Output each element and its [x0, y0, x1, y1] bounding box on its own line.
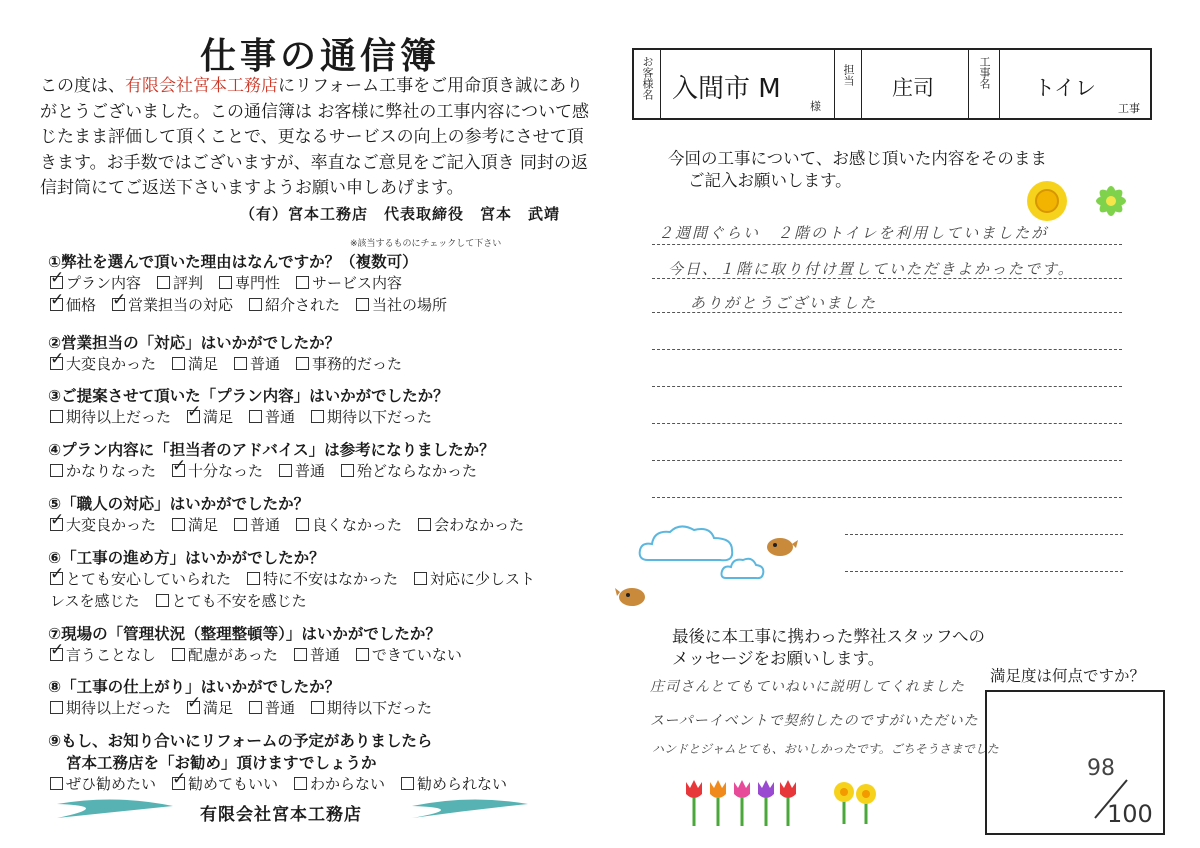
- customer-name: 入間市 M: [672, 74, 781, 104]
- comment-rule: [652, 386, 1122, 387]
- question-9-options: [50, 773, 523, 794]
- question-1-options: [50, 272, 418, 293]
- option-label: とても安心していられた: [66, 570, 232, 588]
- customer-label: お客様名: [641, 56, 654, 100]
- option-2-1-1[interactable]: [50, 353, 156, 374]
- checked-checkbox-icon[interactable]: [50, 648, 63, 661]
- staff-label-cell: [834, 50, 862, 118]
- checkbox-icon[interactable]: [50, 777, 63, 790]
- work-label: 工事名: [978, 56, 991, 89]
- option-4-1-1[interactable]: [50, 460, 156, 481]
- small-cloud-icon: [718, 552, 768, 584]
- question-7-options: [50, 644, 478, 665]
- option-1-2-2[interactable]: [112, 294, 233, 315]
- checkbox-icon[interactable]: [172, 518, 185, 531]
- option-2-1-4[interactable]: [296, 353, 402, 374]
- checkbox-icon[interactable]: [356, 298, 369, 311]
- brush-stroke-left: [55, 796, 175, 824]
- question-4-options: [50, 460, 493, 481]
- comment-rule: [652, 349, 1122, 350]
- comment-rule: [652, 460, 1122, 461]
- bird-icon: [764, 532, 800, 560]
- checkbox-icon[interactable]: [156, 594, 169, 607]
- option-9-1-4[interactable]: [401, 773, 507, 794]
- option-label: 満足: [188, 516, 219, 534]
- option-7-1-1[interactable]: [50, 644, 156, 665]
- option-label: 勧められない: [417, 775, 508, 793]
- checkbox-icon[interactable]: [294, 648, 307, 661]
- option-label: 普通: [309, 646, 340, 664]
- score-prompt: 満足度は何点ですか？: [990, 667, 1146, 685]
- checkbox-icon[interactable]: [219, 276, 232, 289]
- checkbox-icon[interactable]: [249, 701, 262, 714]
- option-label: 満足: [203, 699, 234, 717]
- question-4-text: ④プラン内容に「担当者のアドバイス」は参考になりましたか？: [48, 441, 495, 459]
- comment-rule: [845, 571, 1123, 572]
- checkbox-icon[interactable]: [50, 410, 63, 423]
- option-label: 良くなかった: [312, 516, 403, 534]
- score-box: [985, 690, 1165, 835]
- checked-checkbox-icon[interactable]: [50, 298, 63, 311]
- comment-rule: [652, 497, 1122, 498]
- option-5-1-4[interactable]: [296, 514, 402, 535]
- option-label: 勧めてもいい: [188, 775, 279, 793]
- checkbox-icon[interactable]: [296, 357, 309, 370]
- customer-label-cell: [634, 50, 661, 118]
- yellow-flowers-icon: [830, 778, 882, 826]
- option-label: 期待以下だった: [327, 408, 433, 426]
- checked-checkbox-icon[interactable]: [50, 572, 63, 585]
- sunflower-icon: [1020, 178, 1078, 226]
- bird-icon: [614, 582, 650, 610]
- checkbox-icon[interactable]: [172, 357, 185, 370]
- score-value: 98: [1087, 756, 1115, 781]
- option-label: 大変良かった: [66, 516, 157, 534]
- checkbox-icon[interactable]: [247, 572, 260, 585]
- option-label: 普通: [250, 516, 281, 534]
- checked-checkbox-icon[interactable]: [187, 410, 200, 423]
- option-4-1-2[interactable]: [172, 460, 263, 481]
- message-prompt-line-1: 最後に本工事に携わった弊社スタッフへの: [672, 627, 986, 646]
- comment-prompt-line-1: 今回の工事について、お感じ頂いた内容をそのまま: [668, 149, 1047, 168]
- option-3-1-1[interactable]: [50, 406, 171, 427]
- checked-checkbox-icon[interactable]: [50, 518, 63, 531]
- question-6-text: ⑥「工事の進め方」はいかがでしたか？: [48, 549, 325, 567]
- option-label: 紹介された: [265, 296, 341, 314]
- work-name: トイレ: [1034, 76, 1096, 100]
- option-1-1-2[interactable]: [157, 272, 203, 293]
- option-8-1-3[interactable]: [249, 697, 295, 718]
- question-6-options: [50, 568, 551, 589]
- checkbox-icon[interactable]: [418, 518, 431, 531]
- checkbox-icon[interactable]: [414, 572, 427, 585]
- question-5-text: ⑤「職人の対応」はいかがでしたか？: [48, 495, 310, 513]
- option-8-1-1[interactable]: [50, 697, 171, 718]
- checkbox-icon[interactable]: [234, 518, 247, 531]
- checked-checkbox-icon[interactable]: [172, 777, 185, 790]
- option-label: 事務的だった: [312, 355, 403, 373]
- checkbox-icon[interactable]: [249, 410, 262, 423]
- option-5-1-3[interactable]: [234, 514, 280, 535]
- checkbox-icon[interactable]: [296, 276, 309, 289]
- tulips-icon: [682, 776, 802, 828]
- option-7-1-2[interactable]: [172, 644, 278, 665]
- option-1-1-3[interactable]: [219, 272, 280, 293]
- message-line-1: 庄司さんとてもていねいに説明してくれました: [650, 679, 965, 695]
- question-6-options: [50, 590, 323, 611]
- option-label: 当社の場所: [372, 296, 448, 314]
- signature: （有）宮本工務店 代表取締役 宮本 武靖: [240, 205, 561, 223]
- checked-checkbox-icon[interactable]: [187, 701, 200, 714]
- score-max: 100: [1107, 800, 1153, 828]
- comment-rule: [845, 534, 1123, 535]
- footer-company: 有限会社宮本工務店: [200, 805, 362, 825]
- checked-checkbox-icon[interactable]: [50, 357, 63, 370]
- check-note: ※該当するものにチェックして下さい: [350, 239, 502, 249]
- message-line-3: ハンドとジャムとても、おいしかったです。ごちそうさまでした: [652, 742, 999, 756]
- intro-pre: この度は、: [40, 76, 125, 96]
- checkbox-icon[interactable]: [50, 701, 63, 714]
- message-line-2: スーパーイベントで契約したのですがいただいた: [650, 713, 979, 729]
- option-1-2-3[interactable]: [249, 294, 340, 315]
- option-label: ぜひ勧めたい: [66, 775, 157, 793]
- option-8-1-2[interactable]: [187, 697, 233, 718]
- option-6-2-1: [50, 590, 140, 611]
- option-label: 評判: [173, 274, 204, 292]
- option-label: 言うことなし: [66, 646, 157, 664]
- question-9-text: ⑨もし、お知り合いにリフォームの予定がありましたら: [48, 732, 433, 750]
- intro-post: にリフォーム工事をご用命頂き誠にありがとうございました。この通信簿は お客様に弊社の工事内容について感じたまま評価して頂くことで、更なるサービスの向上の参考にさせて頂きます。お手数ではございますが、率直なご意見をご記入頂き 同封の返信封筒にてご返送下さいますようお願い申しあげます。: [40, 76, 590, 198]
- green-flower-icon: [1086, 180, 1136, 222]
- option-6-1-1[interactable]: [50, 568, 231, 589]
- option-label: 満足: [188, 355, 219, 373]
- option-label: 特に不安はなかった: [263, 570, 399, 588]
- option-1-1-4[interactable]: [296, 272, 402, 293]
- option-label: 普通: [295, 462, 326, 480]
- option-6-2-2[interactable]: [156, 590, 307, 611]
- option-4-1-3[interactable]: [279, 460, 325, 481]
- option-label: 十分なった: [188, 462, 264, 480]
- option-label: プラン内容: [66, 274, 142, 292]
- question-3-text: ③ご提案させて頂いた「プラン内容」はいかがでしたか？: [48, 387, 449, 405]
- option-5-1-2[interactable]: [172, 514, 218, 535]
- checkbox-icon[interactable]: [50, 464, 63, 477]
- option-7-1-4[interactable]: [356, 644, 462, 665]
- option-label: とても不安を感じた: [171, 592, 307, 610]
- option-5-1-5[interactable]: [418, 514, 524, 535]
- option-8-1-4[interactable]: [311, 697, 432, 718]
- checkbox-icon[interactable]: [249, 298, 262, 311]
- comment-prompt-line-2: ご記入お願いします。: [688, 171, 852, 190]
- option-6-1-2[interactable]: [247, 568, 398, 589]
- option-9-1-2[interactable]: [172, 773, 278, 794]
- option-1-2-1[interactable]: [50, 294, 96, 315]
- comment-line-3: ありがとうございました: [690, 294, 878, 312]
- option-label: できていない: [371, 646, 462, 664]
- option-label: サービス内容: [312, 274, 403, 292]
- option-label: 殆どならなかった: [357, 462, 478, 480]
- checkbox-icon[interactable]: [341, 464, 354, 477]
- checkbox-icon[interactable]: [172, 648, 185, 661]
- option-label: 普通: [265, 699, 296, 717]
- option-label: 期待以下だった: [327, 699, 433, 717]
- question-1-options: [50, 294, 463, 315]
- page-title: 仕事の通信簿: [200, 36, 441, 77]
- intro-text: [40, 74, 600, 202]
- checkbox-icon[interactable]: [296, 518, 309, 531]
- option-label: レスを感じた: [50, 592, 140, 610]
- comment-line-1: ２週間ぐらい ２階のトイレを利用していましたが: [658, 224, 1049, 242]
- intro-company: 有限会社宮本工務店: [125, 76, 278, 96]
- option-3-1-3[interactable]: [249, 406, 295, 427]
- brush-stroke-right: [410, 796, 530, 824]
- question-2-text: ②営業担当の「対応」はいかがでしたか？: [48, 334, 341, 352]
- comment-rule: [652, 423, 1122, 424]
- question-1-text: ①弊社を選んで頂いた理由はなんですか？（複数可）: [48, 253, 418, 271]
- option-label: 満足: [203, 408, 234, 426]
- question-7-text: ⑦現場の「管理状況（整理整頓等）」はいかがでしたか？: [48, 625, 441, 643]
- option-1-2-4[interactable]: [356, 294, 447, 315]
- comment-line-2: 今日、１階に取り付け置していただきよかったです。: [668, 260, 1075, 278]
- staff-label: 担当: [842, 64, 855, 86]
- option-2-1-2[interactable]: [172, 353, 218, 374]
- message-prompt-line-2: メッセージをお願いします。: [672, 649, 885, 668]
- question-9-subtext: 宮本工務店を「お勧め」頂けますでしょうか: [66, 754, 377, 772]
- checkbox-icon[interactable]: [294, 777, 307, 790]
- option-label: 価格: [66, 296, 97, 314]
- checked-checkbox-icon[interactable]: [50, 276, 63, 289]
- option-7-1-3[interactable]: [294, 644, 340, 665]
- question-8-options: [50, 697, 448, 718]
- option-4-1-4[interactable]: [341, 460, 477, 481]
- option-5-1-1[interactable]: [50, 514, 156, 535]
- question-3-options: [50, 406, 448, 427]
- customer-suffix: 様: [810, 100, 821, 113]
- checkbox-icon[interactable]: [157, 276, 170, 289]
- option-label: 対応に少しスト: [430, 570, 536, 588]
- checkbox-icon[interactable]: [234, 357, 247, 370]
- option-label: 期待以上だった: [66, 408, 172, 426]
- work-label-cell: [968, 50, 1000, 118]
- checkbox-icon[interactable]: [401, 777, 414, 790]
- checkbox-icon[interactable]: [279, 464, 292, 477]
- question-5-options: [50, 514, 540, 535]
- checkbox-icon[interactable]: [311, 701, 324, 714]
- checked-checkbox-icon[interactable]: [112, 298, 125, 311]
- option-label: 普通: [265, 408, 296, 426]
- option-9-1-1[interactable]: [50, 773, 156, 794]
- checked-checkbox-icon[interactable]: [172, 464, 185, 477]
- option-label: 期待以上だった: [66, 699, 172, 717]
- question-2-options: [50, 353, 418, 374]
- option-9-1-3[interactable]: [294, 773, 385, 794]
- option-2-1-3[interactable]: [234, 353, 280, 374]
- work-suffix: 工事: [1118, 102, 1140, 115]
- customer-header: [632, 48, 1152, 120]
- option-label: 専門性: [235, 274, 281, 292]
- option-label: 会わなかった: [434, 516, 525, 534]
- option-3-1-4[interactable]: [311, 406, 432, 427]
- option-label: わからない: [310, 775, 386, 793]
- option-6-1-3[interactable]: [414, 568, 535, 589]
- option-label: 大変良かった: [66, 355, 157, 373]
- option-label: 普通: [250, 355, 281, 373]
- option-label: かなりなった: [66, 462, 157, 480]
- staff-name: 庄司: [892, 76, 934, 100]
- option-label: 配慮があった: [188, 646, 278, 664]
- comment-rule: [652, 244, 1122, 245]
- option-3-1-2[interactable]: [187, 406, 233, 427]
- option-label: 営業担当の対応: [128, 296, 234, 314]
- question-8-text: ⑧「工事の仕上がり」はいかがでしたか？: [48, 678, 341, 696]
- checkbox-icon[interactable]: [356, 648, 369, 661]
- checkbox-icon[interactable]: [311, 410, 324, 423]
